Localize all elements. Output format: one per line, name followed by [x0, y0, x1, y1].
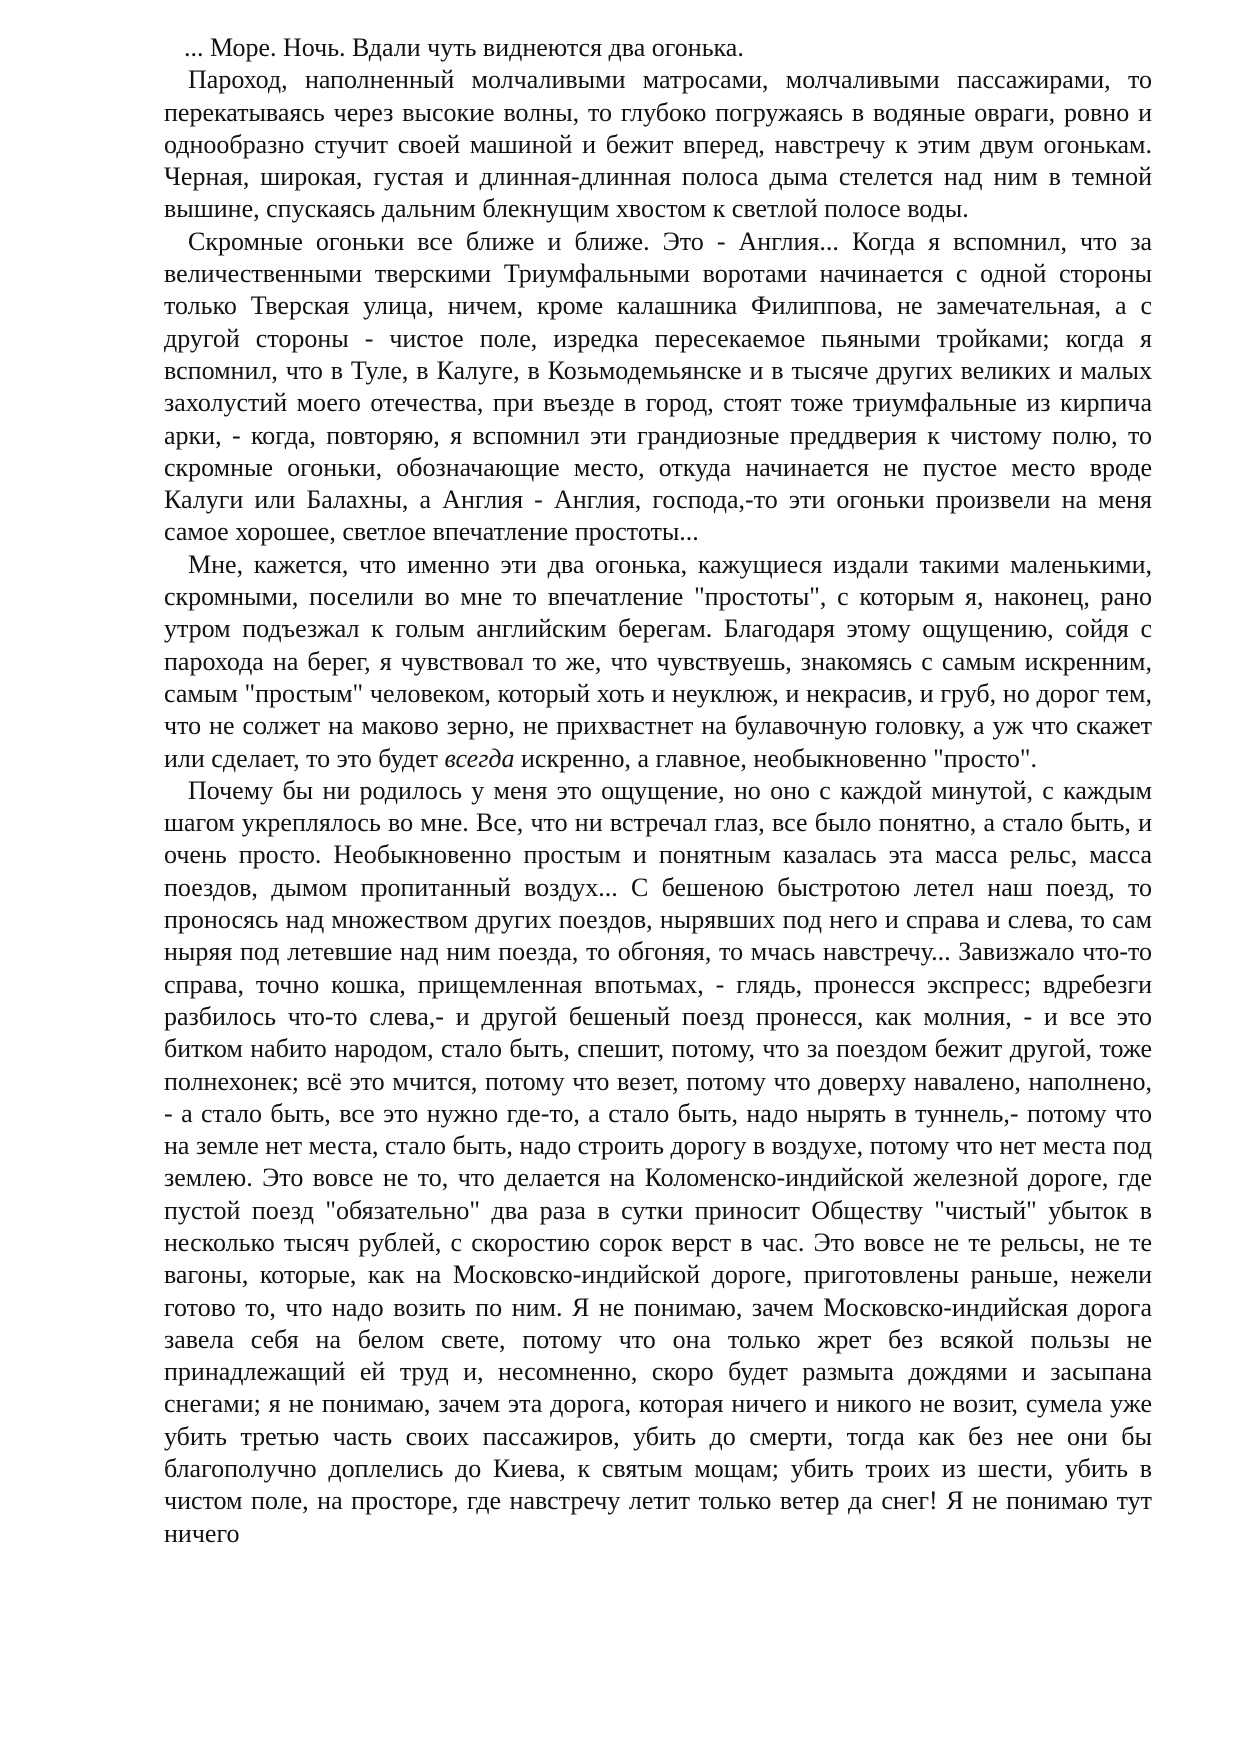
document-page [164, 32, 1152, 1550]
paragraph-4-emphasis: всегда [444, 743, 515, 773]
paragraph-1: ... Море. Ночь. Вдали чуть виднеются два огонька. [184, 33, 744, 62]
paragraph-4-text-after: искренно, а главное, необыкновенно "просто". [514, 743, 1037, 773]
paragraph-4-text-before: Мне, кажется, что именно эти два огонька, кажущиеся издали такими маленькими, скромными, поселили во мне то впечатление "простоты", с которым я, наконец, рано утром подъезжал к голым английским берегам. Благодаря этому ощущению, сойдя с парохода на берег, я чувствовал то же, что чувствуешь, знакомясь с самым искренним, самым "простым" человеком, который хоть и неуклюж, и некрасив, и груб, но дорог тем, что не солжет на маково зерно, не прихвастнет на булавочную головку, а уж что скажет или сделает, то это будет [164, 549, 1152, 773]
paragraph-3: Скромные огоньки все ближе и ближе. Это - Англия... Когда я вспомнил, что за величественными тверскими Триумфальными воротами начинается с одной стороны только Тверская улица, ничем, кроме калашника Филиппова, не замечательная, а с другой стороны - чистое поле, изредка пересекаемое пьяными тройками; когда я вспомнил, что в Туле, в Калуге, в Козьмодемьянске и в тысяче других великих и малых захолустий моего отечества, при въезде в город, стоят тоже триумфальные из кирпича арки, - когда, повторяю, я вспомнил эти грандиозные преддверия к чистому полю, то скромные огоньки, обозначающие место, откуда начинается не пустое место вроде Калуги или Балахны, а Англия - Англия, господа,-то эти огоньки произвели на меня самое хорошее, светлое впечатление простоты... [164, 226, 1152, 547]
paragraph-2: Пароход, наполненный молчаливыми матросами, молчаливыми пассажирами, то перекатываясь через высокие волны, то глубоко погружаясь в водяные овраги, ровно и однообразно стучит своей машиной и бежит вперед, навстречу к этим двум огонькам. Черная, широкая, густая и длинная-длинная полоса дыма стелется над ним в темной вышине, спускаясь дальним блекнущим хвостом к светлой полосе воды. [164, 65, 1152, 224]
paragraph-5: Почему бы ни родилось у меня это ощущение, но оно с каждой минутой, с каждым шагом укреплялось во мне. Все, что ни встречал глаз, все было понятно, а стало быть, и очень просто. Необыкновенно простым и понятным казалась эта масса рельс, масса поездов, дымом пропитанный воздух... С бешеною быстротою летел наш поезд, то проносясь над множеством других поездов, нырявших под него и справа и слева, то сам ныряя под летевшие над ним поезда, то обгоняя, то мчась навстречу... Завизжало что-то справа, точно кошка, прищемленная впотьмах, - глядь, пронесся экспресс; вдребезги разбилось что-то слева,- и другой бешеный поезд пронесся, как молния, - и все это битком набито народом, стало быть, спешит, потому, что за поездом бежит другой, тоже полнехонек; всё это мчится, потому что везет, потому что доверху навалено, наполнено, - а стало быть, все это нужно где-то, а стало быть, надо нырять в туннель,- потому что на земле нет места, стало быть, надо строить дорогу в воздухе, потому что нет места под землею. Это вовсе не то, что делается на Коломенско-индийской железной дороге, где пустой поезд "обязательно" два раза в сутки приносит Обществу "чистый" убыток в несколько тысяч рублей, с скоростию сорок верст в час. Это вовсе не те рельсы, не те вагоны, которые, как на Московско-индийской дороге, приготовлены раньше, нежели готово то, что надо возить по ним. Я не понимаю, зачем Московско-индийская дорога завела себя на белом свете, потому что она только жрет без всякой пользы не принадлежащий ей труд и, несомненно, скоро будет размыта дождями и засыпана снегами; я не понимаю, зачем эта дорога, которая ничего и никого не возит, сумела уже убить третью часть своих пассажиров, убить до смерти, тогда как без нее они бы благополучно доплелись до Киева, к святым мощам; убить троих из шести, убить в чистом поле, на просторе, где навстречу летит только ветер да снег! Я не понимаю тут ничего [164, 775, 1152, 1548]
paragraph-4 [164, 549, 1152, 775]
